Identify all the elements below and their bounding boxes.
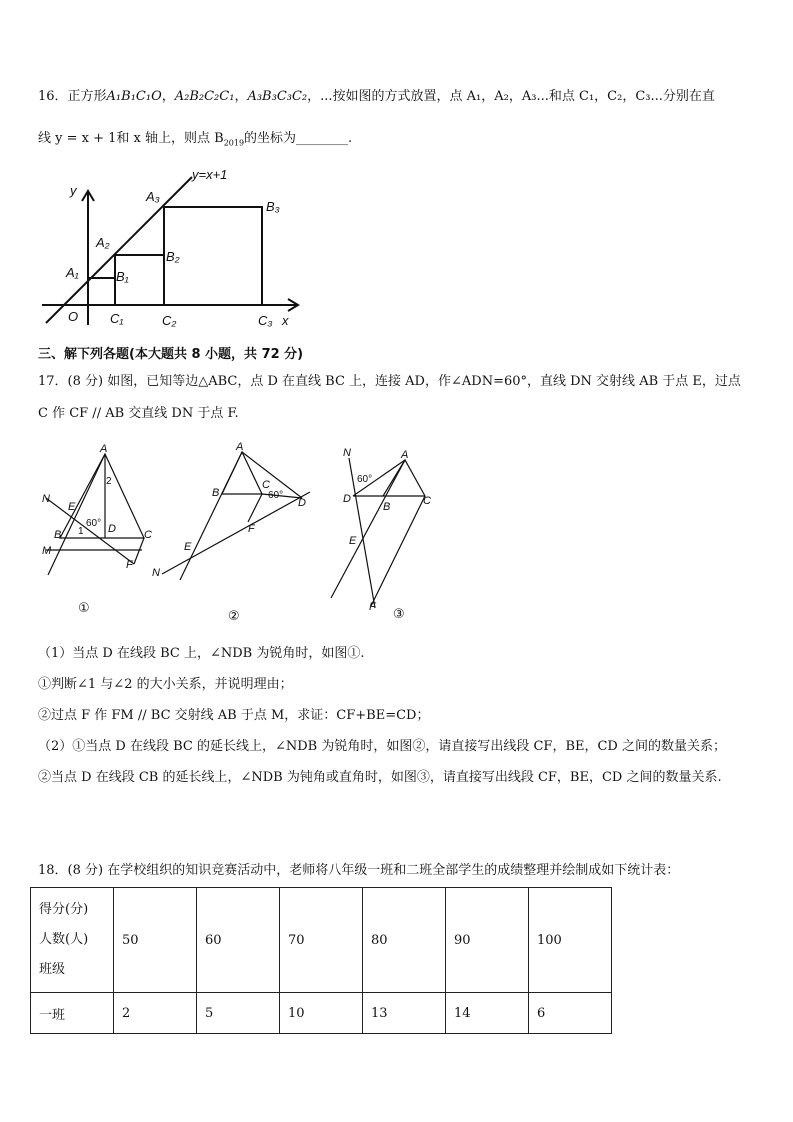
figure-17-2 [150,440,330,625]
origin-label: O [68,309,79,324]
segment-cf [134,538,144,564]
triangle-abc [383,460,425,496]
q17-line2: C 作 CF // AB 交直线 DN 于点 F. [38,406,239,421]
header-score-cell: 80 [363,888,446,993]
header-score-cell: 60 [197,888,280,993]
q17-part1-1: ①判断∠1 与∠2 的大小关系，并说明理由； [38,677,293,692]
f2-angle-60: 60° [268,490,284,501]
C1-label: C₁ [110,311,124,326]
f1-A: A [100,443,108,455]
header-score-cell: 100 [529,888,612,993]
row-class-name: 一班 [31,993,114,1034]
q16-line1 [38,88,715,106]
triangle-abc [222,452,262,494]
f3-F: F [369,601,376,613]
B1-label: B₁ [116,269,129,284]
table-row [31,993,612,1034]
f3-D: D [343,493,351,505]
table-cell: 5 [197,993,280,1034]
q16-line2-text: 线 y = x + 1和 x 轴上，则点 B [38,131,224,146]
f1-angle-1: 1 [78,526,84,537]
q17-part1: （1）当点 D 在线段 BC 上，∠NDB 为锐角时，如图①. [38,646,365,661]
A3-label: A₃ [146,189,160,204]
q17-line1: 17．(8 分) 如图，已知等边△ABC，点 D 在直线 BC 上，连接 AD，作∠ADN=60°，直线 DN 交射线 AB 于点 E，过点 [38,374,741,389]
q16-square3: A₃B₃C₃C₂ [247,89,308,104]
x-label: x [282,313,289,328]
header-count-label: 人数(人) [39,932,89,947]
f1-B: B [54,529,62,541]
f2-B: B [212,487,220,499]
f2-D: D [298,497,306,509]
table-cell: 6 [529,993,612,1034]
table-cell: 10 [280,993,363,1034]
header-class-label: 班级 [39,962,66,977]
C3-label: C₃ [258,313,273,328]
header-score-cell: 70 [280,888,363,993]
f2-C: C [262,479,270,491]
line-dn [162,492,310,574]
f3-A: A [401,449,409,461]
q16-number: 16．正方形 [38,89,107,104]
q18-line1: 18．(8 分) 在学校组织的知识竞赛活动中，老师将八年级一班和二班全部学生的成绩整理并绘制成如下统计表： [38,863,680,878]
score-table [30,887,612,1034]
q17-part2-2: ②当点 D 在线段 CB 的延长线上，∠NDB 为钝角或直角时，如图③，请直接写出线段 CF，BE，CD 之间的数量关系. [38,770,722,785]
table-cell: 13 [363,993,446,1034]
segment-cf [371,496,425,606]
table-cell: 14 [446,993,529,1034]
q16-blank: 的坐标为________. [244,131,353,146]
f3-E: E [349,535,357,547]
q16-sep1: ， [161,89,175,104]
figure-17-3 [325,440,445,625]
square-1 [88,278,115,305]
f3-angle-60: 60° [357,474,373,485]
table-cell: 2 [114,993,197,1034]
f3-caption: ③ [393,606,405,621]
ray-ab [180,452,242,580]
f3-B: B [383,501,391,513]
header-score-cell: 90 [446,888,529,993]
f2-F: F [248,523,255,535]
f1-C: C [144,529,152,541]
y-label: y [70,183,77,198]
f2-E: E [184,541,192,553]
line-label: y=x+1 [192,167,228,182]
f3-C: C [423,495,431,507]
B3-label: B₃ [266,199,280,214]
f2-caption: ② [228,608,240,623]
q17-part1-2: ②过点 F 作 FM // BC 交射线 AB 于点 M，求证：CF+BE=CD； [38,708,430,723]
q16-line2 [38,130,352,153]
B2-label: B₂ [166,249,180,264]
triangle-abc [60,454,144,538]
q16-square2: A₂B₂C₂C₁ [174,89,235,104]
f1-angle-60: 60° [86,518,102,529]
table-header-row [31,888,612,993]
header-score-label: 得分(分) [39,902,89,917]
f1-M: M [42,545,52,557]
f1-E: E [68,501,76,513]
f1-D: D [108,523,116,535]
section-3-heading: 三、解下列各题(本大题共 8 小题，共 72 分) [38,347,304,362]
f2-A: A [236,441,244,453]
segment-cf [248,494,262,522]
header-score-cell: 50 [114,888,197,993]
f1-N: N [42,493,50,505]
f3-N: N [343,447,351,459]
q17-part2-1: （2）①当点 D 在线段 BC 的延长线上，∠NDB 为锐角时，如图②，请直接写出线段 CF，BE，CD 之间的数量关系； [38,739,726,754]
A2-label: A₂ [96,235,110,250]
q16-sep2: ， [234,89,248,104]
f1-angle-2: 2 [106,476,112,487]
f1-F: F [126,559,133,571]
C2-label: C₂ [162,313,177,328]
q16-square1: A₁B₁C₁O [106,89,162,104]
f1-caption: ① [78,600,90,615]
ray-ab [48,454,105,575]
figure-16 [38,165,308,335]
f2-N: N [152,567,160,579]
q16-text-rest: ，...按如图的方式放置，点 A₁，A₂，A₃...和点 C₁，C₂，C₃...分别在直 [307,89,715,104]
q16-b-subscript: 2019 [223,138,245,148]
A1-label: A₁ [66,265,79,280]
table-header-corner [31,888,114,993]
